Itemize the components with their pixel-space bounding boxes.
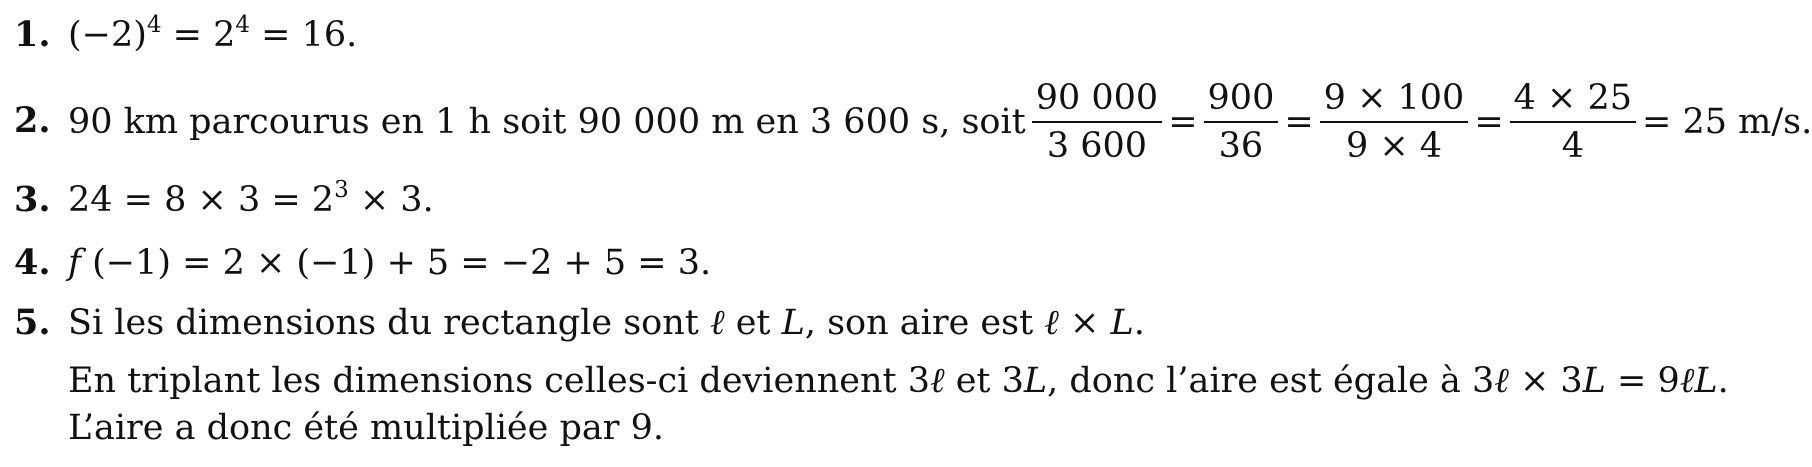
item-2-content — [68, 72, 1812, 172]
item-4-content — [68, 242, 711, 284]
item-5-line-1-text-e: . — [1133, 303, 1145, 343]
item-5-line-1-text-d: × — [1058, 303, 1111, 343]
fraction-4-numerator: 4 × 25 — [1513, 77, 1633, 118]
equals-sign: = — [1474, 102, 1504, 142]
fraction-2-numerator: 900 — [1207, 77, 1275, 118]
item-3-text-b: × 3. — [348, 180, 434, 220]
ell-symbol: ℓ — [709, 303, 725, 343]
item-3-text-a: 24 = 8 × 3 = 2 — [68, 180, 335, 220]
item-4-number: 4. — [14, 242, 51, 283]
L-symbol: L — [781, 303, 805, 343]
item-5-line-2-text-b: et 3 — [944, 361, 1024, 401]
item-5-number: 5. — [14, 302, 51, 343]
equals-sign: = — [1168, 102, 1198, 142]
ell-symbol: ℓ — [1044, 303, 1059, 343]
fraction-4 — [1510, 77, 1636, 166]
fraction-1-denominator: 3 600 — [1032, 121, 1162, 165]
fraction-3 — [1320, 77, 1469, 166]
item-3-content — [68, 179, 434, 221]
item-1-result: = 16. — [250, 15, 358, 55]
item-5-line-2-text-f: . — [1717, 361, 1729, 401]
item-3-number: 3. — [14, 179, 51, 220]
fraction-1-numerator: 90 000 — [1035, 77, 1159, 118]
item-2-result: = 25 m/s. — [1642, 102, 1812, 142]
equals-sign: = — [1284, 102, 1314, 142]
item-5-line-1-text-b: et — [724, 303, 782, 343]
item-1-eq: = 2 — [161, 15, 236, 55]
item-5-line-2-text-c: , donc l’aire est égale à 3 — [1047, 361, 1495, 401]
L-symbol: L — [1023, 361, 1048, 401]
fraction-3-denominator: 9 × 4 — [1320, 121, 1469, 165]
item-5-line-2-text-d: × 3 — [1508, 361, 1583, 401]
item-1-exponent-b: 4 — [235, 12, 251, 38]
item-2-text: 90 km parcourus en 1 h soit 90 000 m en 3 600 s, soit — [68, 102, 1026, 142]
L-symbol: L — [1694, 361, 1718, 401]
fraction-2 — [1204, 77, 1279, 166]
fraction-3-numerator: 9 × 100 — [1323, 77, 1465, 118]
item-5-line-1-text-a: Si les dimensions du rectangle sont — [68, 303, 710, 343]
item-1-number: 1. — [14, 14, 51, 55]
item-2-number: 2. — [14, 100, 51, 141]
item-1-exponent-a: 4 — [146, 12, 162, 38]
ell-symbol: ℓ — [930, 361, 945, 401]
L-symbol: L — [1110, 303, 1134, 343]
item-5-line-3: L’aire a donc été multipliée par 9. — [68, 408, 665, 448]
item-5-line-2-text-a: En triplant les dimensions celles-ci deviennent 3 — [68, 361, 931, 401]
item-5-line-1 — [68, 302, 1145, 344]
ell-symbol: ℓ — [1679, 361, 1695, 401]
L-symbol: L — [1582, 361, 1606, 401]
item-5-line-2-text-e: = 9 — [1605, 361, 1680, 401]
item-3-exponent: 3 — [334, 177, 349, 203]
function-f: f — [68, 243, 81, 283]
item-1-content — [68, 14, 357, 56]
item-1-base: (−2) — [68, 15, 147, 55]
fraction-2-denominator: 36 — [1204, 121, 1279, 165]
item-4-text: (−1) = 2 × (−1) + 5 = −2 + 5 = 3. — [80, 243, 712, 283]
ell-symbol: ℓ — [1494, 361, 1509, 401]
fraction-4-denominator: 4 — [1510, 121, 1636, 165]
item-5-line-1-text-c: , son aire est — [804, 303, 1045, 343]
fraction-1 — [1032, 77, 1162, 166]
item-5-line-2 — [68, 360, 1729, 402]
